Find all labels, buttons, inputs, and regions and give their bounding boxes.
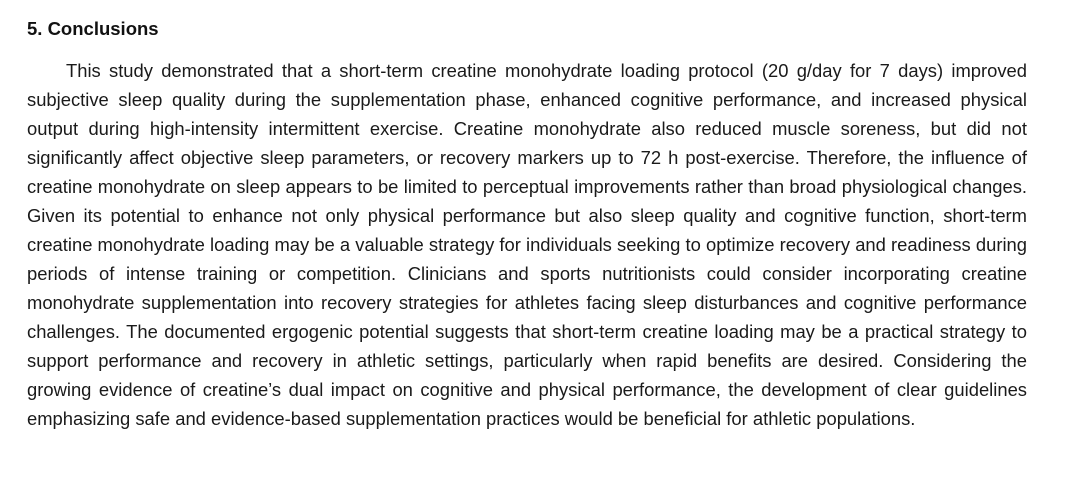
- conclusions-paragraph: This study demonstrated that a short-term creatine monohydrate loading protocol (20 g/day for 7 days) improved subjective sleep quality during the supplementation phase, enhanced cognitive performance, and increased physical output during high-intensity intermittent exercise. Creatine monohydrate also reduced muscle soreness, but did not significantly affect objective sleep parameters, or recovery markers up to 72 h post-exercise. Therefore, the influence of creatine monohydrate on sleep appears to be limited to perceptual improvements rather than broad physiological changes. Given its potential to enhance not only physical performance but also sleep quality and cognitive function, short-term creatine monohydrate loading may be a valuable strategy for individuals seeking to optimize recovery and readiness during periods of intense training or competition. Clinicians and sports nutritionists could consider incorporating creatine monohydrate supplementation into recovery strategies for athletes facing sleep disturbances and cognitive performance challenges. The documented ergogenic potential suggests that short-term creatine loading may be a practical strategy to support performance and recovery in athletic settings, particularly when rapid benefits are desired. Considering the growing evidence of creatine’s dual impact on cognitive and physical performance, the development of clear guidelines emphasizing safe and evidence-based supplementation practices would be beneficial for athletic populations.: [27, 60, 1027, 429]
- section-heading: 5. Conclusions: [27, 18, 159, 39]
- conclusions-section: [27, 16, 1027, 433]
